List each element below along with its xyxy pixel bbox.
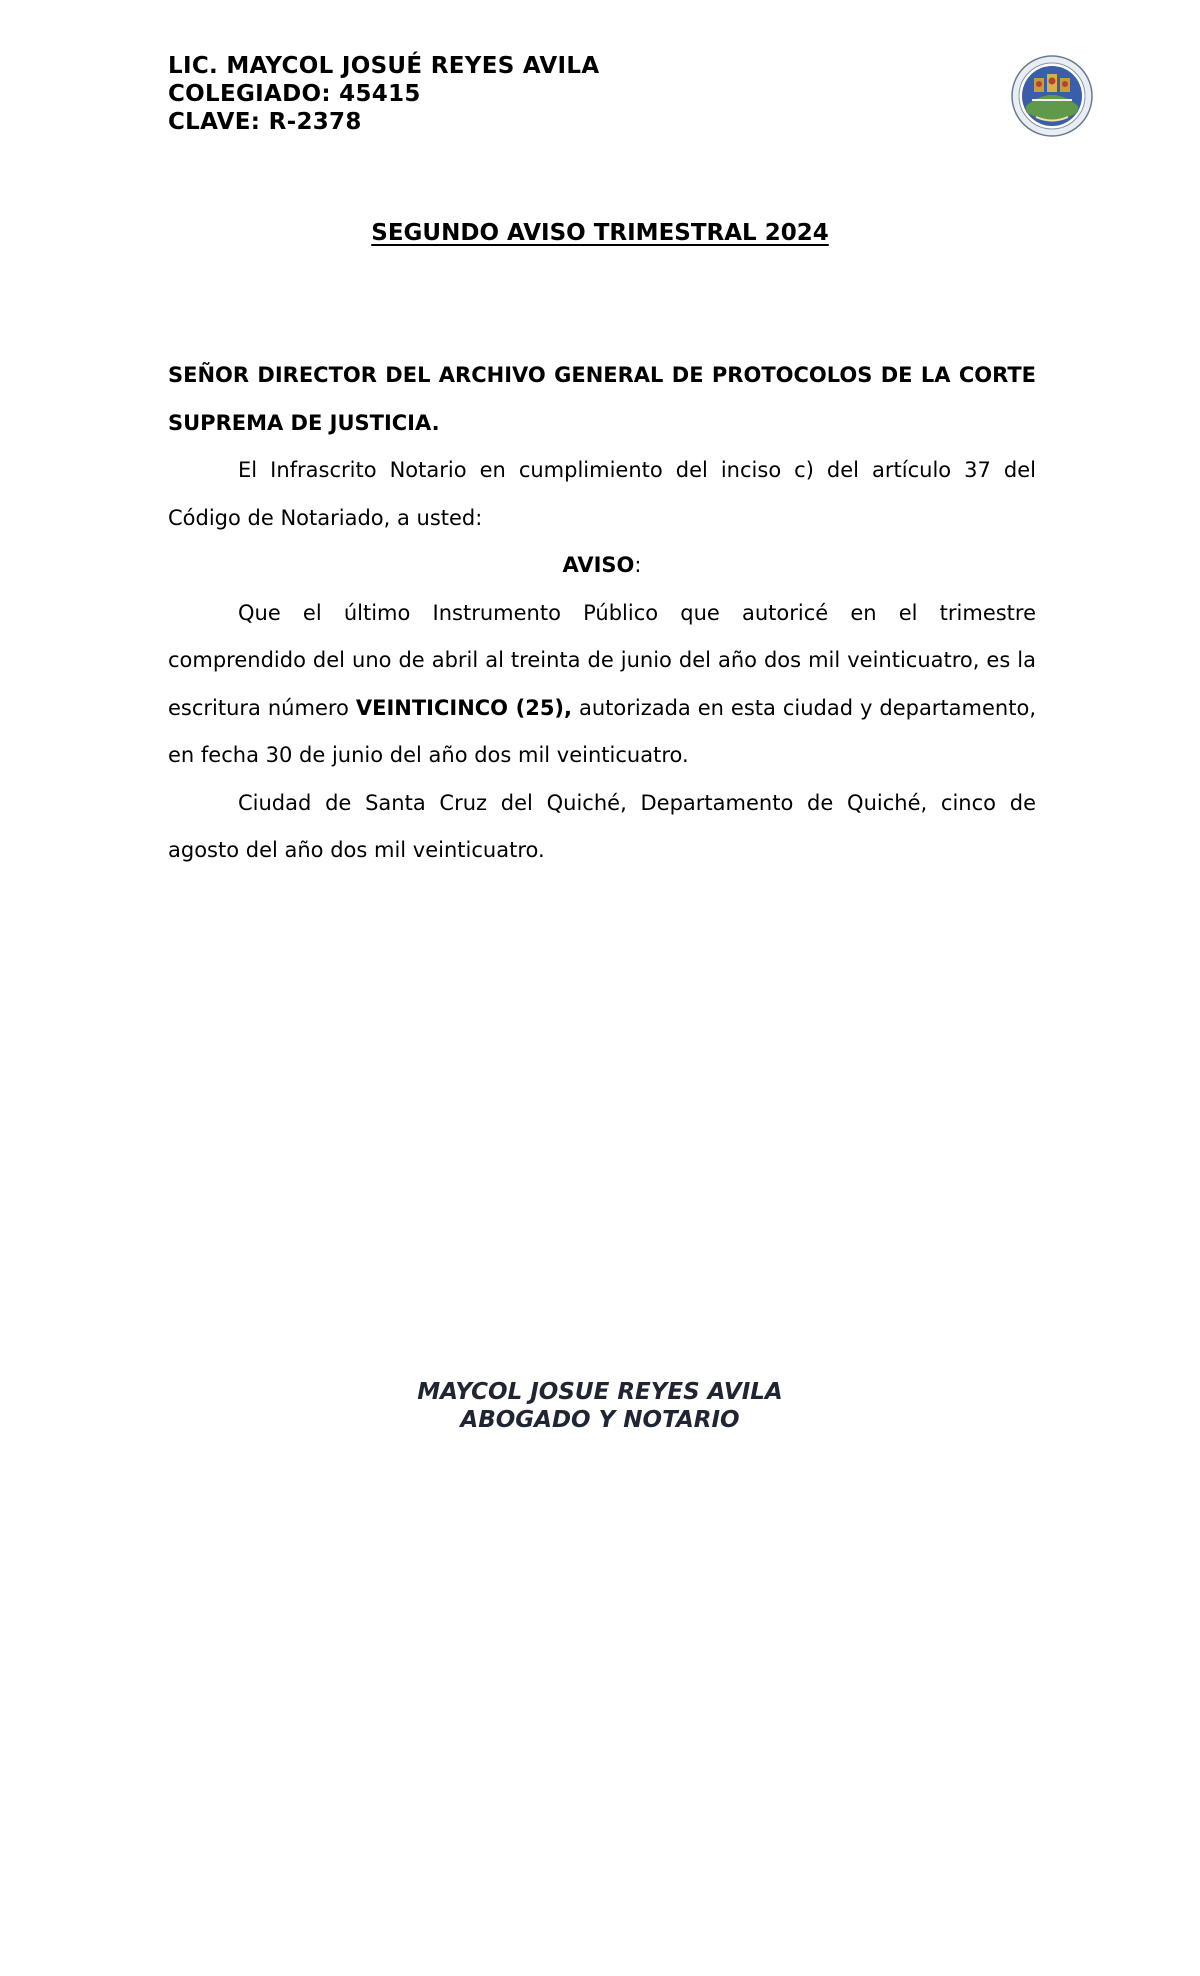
clave-code: CLAVE: R-2378 bbox=[168, 109, 362, 135]
main-paragraph-start: Que el último Instrumento Público que autoricé en el trimestre comprendido del uno de abril al treinta de junio del año dos mil veinticuatro, es la escritura número bbox=[168, 600, 1036, 720]
signature-block bbox=[0, 1378, 1200, 1434]
addressee: SEÑOR DIRECTOR DEL ARCHIVO GENERAL DE PROTOCOLOS DE LA CORTE SUPREMA DE JUSTICIA. bbox=[168, 363, 1036, 435]
lawyer-name: LIC. MAYCOL JOSUÉ REYES AVILA bbox=[168, 53, 600, 79]
main-paragraph bbox=[168, 590, 1036, 780]
aviso-colon: : bbox=[634, 553, 642, 577]
university-seal-icon bbox=[1010, 54, 1094, 138]
document-title: SEGUNDO AVISO TRIMESTRAL 2024 bbox=[371, 220, 829, 246]
letterhead bbox=[168, 52, 599, 136]
main-paragraph-end: autorizada en esta ciudad y departamento, en fecha 30 de junio del año dos mil veinticuatro. bbox=[168, 695, 1036, 767]
intro-paragraph: El Infrascrito Notario en cumplimiento del inciso c) del artículo 37 del Código de Notariado, a usted: bbox=[168, 458, 1036, 530]
signer-name: MAYCOL JOSUE REYES AVILA bbox=[417, 1379, 783, 1405]
colegiado-number: COLEGIADO: 45415 bbox=[168, 81, 421, 107]
aviso-heading bbox=[168, 542, 1036, 590]
closing-paragraph: Ciudad de Santa Cruz del Quiché, Departamento de Quiché, cinco de agosto del año dos mil veinticuatro. bbox=[168, 790, 1036, 862]
aviso-label: AVISO bbox=[562, 553, 635, 577]
deed-number: VEINTICINCO (25), bbox=[355, 695, 573, 720]
signer-role: ABOGADO Y NOTARIO bbox=[460, 1407, 740, 1433]
document-body bbox=[168, 352, 1036, 875]
